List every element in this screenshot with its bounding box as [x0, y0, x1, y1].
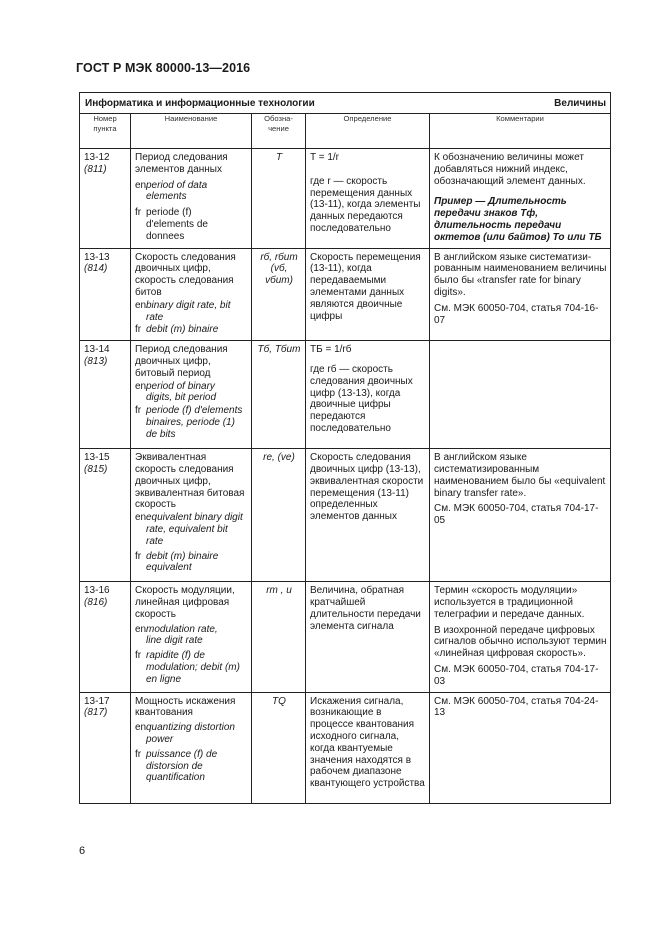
band-quantities: Величины: [554, 97, 606, 109]
table-row: [80, 149, 611, 249]
row-comment: См. МЭК 60050-704, статья 704-24-13: [434, 695, 599, 719]
row-name: Период следования элементов данных enperiod of data elements fr periode (f) d'elements de donnees: [135, 152, 228, 242]
row-comment: [430, 341, 610, 348]
band-subject: Информатика и информационные технологии: [85, 97, 315, 109]
table-row: [80, 248, 611, 341]
row-definition: Величина, обратная кратчайшей длительности передачи элемента сигнала: [310, 585, 421, 632]
row-definition: Скорость перемещения (13-11), когда передаваемыми элементами данных являются двоичные цифры: [310, 251, 421, 322]
row-definition: Искажения сигнала, возникающие в процессе квантования исходного сигнала, когда квантуемые значения находятся в рабочем диапазоне квантующего устройства: [310, 695, 425, 790]
row-name: Период следования двоичных цифр, битовый период enperiod of binary digits, bit period fr periode (f) d'elements binaires, periode (1) de bits: [135, 344, 243, 440]
document-title: ГОСТ Р МЭК 80000-13—2016: [76, 61, 251, 75]
row-symbol: re, (ve): [263, 452, 295, 464]
row-definition: TБ = 1/rб где rб — скорость следования двоичных цифр (13-13), когда двоичные цифры передаются последовательно: [310, 344, 413, 434]
row-number: 13-17 (817): [84, 695, 110, 719]
row-number: 13-12 (811): [84, 152, 110, 175]
row-comment: Термин «скорость модуляции» используется в традиционной телеграфии и передаче данных. В изохронной передаче цифровых сигналов обычно используют термин «линейная цифровая скорость». См. МЭК 60050-704, статья 704-17-03: [434, 585, 607, 687]
row-comment: В английском языке систематизированным наименованием было бы «equivalent binary transfer rate». См. МЭК 60050-704, статья 704-17-05: [434, 452, 606, 527]
col-header-number: Номер пункта: [80, 114, 131, 149]
table-row: [80, 449, 611, 582]
table-band-row: [80, 93, 611, 114]
quantities-table: [79, 92, 611, 804]
table-row: [80, 341, 611, 449]
col-header-comments: Комментарии: [430, 114, 611, 149]
row-symbol: rб, rбит (vб, vбит): [260, 251, 298, 287]
row-comment: К обозначению величины может добавляться нижний индекс, обозначающий элемент данных. Пример — Длительность передачи знаков Tф, длительность передачи октетов (или байтов) To или TБ: [434, 152, 602, 243]
table-row: [80, 582, 611, 692]
row-number: 13-16 (816): [84, 585, 110, 608]
row-name: Эквивалентная скорость следования двоичных цифр, эквивалентная битовая скорость enequivalent binary digit rate, equivalent bit rate fr debit (m) binaire equivalent: [135, 452, 245, 574]
row-number: 13-15 (815): [84, 452, 110, 475]
col-header-definition: Определение: [306, 114, 430, 149]
row-number: 13-14 (813): [84, 344, 110, 367]
row-symbol: TQ: [272, 695, 286, 707]
row-name: Скорость следования двоичных цифр, скорость следования битов enbinary digit rate, bit rate fr debit (m) binaire: [135, 251, 236, 336]
page-number: 6: [79, 845, 86, 857]
row-symbol: Tб, Tбит: [257, 344, 301, 356]
row-symbol: rm , u: [266, 585, 292, 597]
row-name: Мощность искажения квантования enquantizing distortion power fr puissance (f) de distorsion de quantification: [135, 695, 236, 784]
row-comment: В английском языке систематизи-рованным наименованием величины было бы «transfer rate for binary digits». См. МЭК 60050-704, статья 704-16-07: [434, 251, 607, 326]
table-row: [80, 692, 611, 803]
row-definition: T = 1/r где r — скорость перемещения данных (13-11), когда элементы данных передаются последовательно: [310, 152, 421, 234]
row-name: Скорость модуляции, линейная цифровая скорость enmodulation rate, line digit rate fr rapidite (f) de modulation; debit (m) en ligne: [135, 585, 240, 685]
table-header-row: [80, 114, 611, 149]
col-header-name: Наименование: [131, 114, 252, 149]
row-definition: Скорость следования двоичных цифр (13-13), эквивалентная скорости перемещения (13-11) определенных элементов данных: [310, 452, 424, 523]
row-number: 13-13 (814): [84, 251, 110, 275]
col-header-symbol: Обозна-чение: [252, 114, 306, 149]
row-symbol: T: [275, 152, 283, 163]
